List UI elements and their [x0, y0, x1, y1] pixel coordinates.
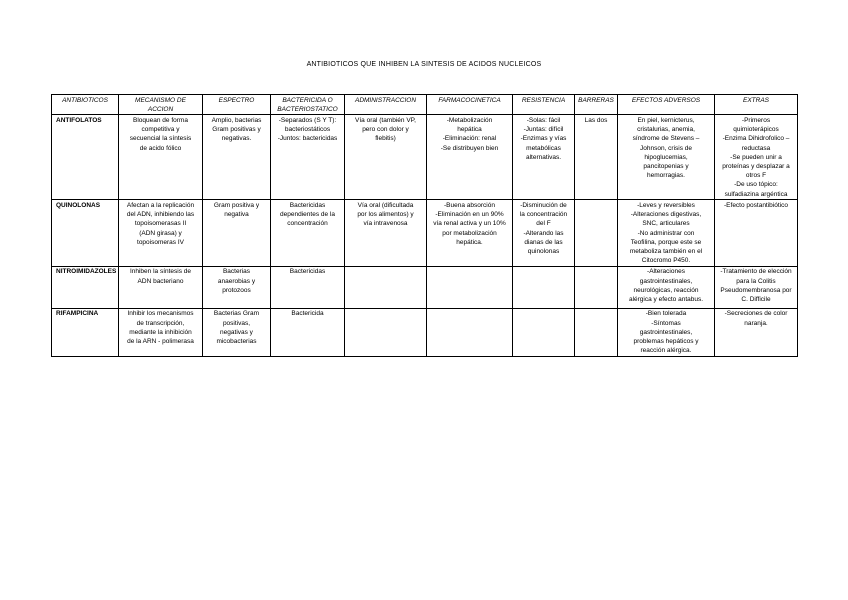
cell-resistencia: -Disminución de la concentración del F -Alterando las dianas de las quinolonas — [513, 200, 575, 266]
cell-efectos-adversos: En piel, kernicterus, cristalurias, anemia, síndrome de Stevens – Johnson, crisis de hipoglucemias, pancitopenias y hemorragias. — [618, 115, 715, 200]
cell-barreras — [575, 200, 618, 266]
header-extras: EXTRAS — [715, 95, 798, 115]
cell-mecanismo: Afectan a la replicación del ADN, inhibiendo las topoisomerasas II (ADN girasa) y topoisomeras IV — [119, 200, 203, 266]
cell-resistencia — [513, 266, 575, 308]
cell-farmacocinetica: -Metabolización hepática -Eliminación: renal -Se distribuyen bien — [427, 115, 513, 200]
header-resistencia: RESISTENCIA — [513, 95, 575, 115]
cell-administracion — [345, 266, 427, 308]
cell-mecanismo: Inhibir los mecanismos de transcripción, mediante la inhibición de la ARN - polimerasa — [119, 308, 203, 356]
table-row — [52, 266, 798, 308]
cell-efectos-adversos: -Alteraciones gastrointestinales, neurológicas, reacción alérgica y efecto antabus. — [618, 266, 715, 308]
header-antibioticos: ANTIBIOTICOS — [52, 95, 119, 115]
cell-administracion: Vía oral (dificultada por los alimentos) y vía intravenosa — [345, 200, 427, 266]
cell-extras: -Tratamiento de elección para la Colitis Pseudomembranosa por C. Difficile — [715, 266, 798, 308]
cell-espectro: Bacterias anaerobias y protozoos — [203, 266, 271, 308]
cell-bactericida: Bactericidas dependientes de la concentración — [271, 200, 345, 266]
header-farmacocinetica: FARMACOCINETICA — [427, 95, 513, 115]
cell-resistencia: -Solas: fácil -Juntas: difícil -Enzimas y vías metabólicas alternativas. — [513, 115, 575, 200]
cell-administracion: Vía oral (también VP, pero con dolor y flebitis) — [345, 115, 427, 200]
document-title: ANTIBIOTICOS QUE INHIBEN LA SINTESIS DE ACIDOS NUCLEICOS — [306, 61, 542, 68]
cell-farmacocinetica: -Buena absorción -Eliminación en un 90% vía renal activa y un 10% por metabolización hepática. — [427, 200, 513, 266]
antibiotics-table — [51, 94, 798, 357]
cell-barreras — [575, 308, 618, 356]
cell-resistencia — [513, 308, 575, 356]
header-mecanismo: MECANISMO DE ACCION — [119, 95, 203, 115]
cell-bactericida: -Separados (S Y T): bacteriostáticos -Juntos: bactericidas — [271, 115, 345, 200]
cell-espectro: Amplio, bacterias Gram positivas y negativas. — [203, 115, 271, 200]
cell-antibiotico: QUINOLONAS — [52, 200, 119, 266]
cell-antibiotico: RIFAMPICINA — [52, 308, 119, 356]
cell-extras: -Secreciones de color naranja. — [715, 308, 798, 356]
cell-mecanismo: Inhiben la síntesis de ADN bacteriano — [119, 266, 203, 308]
cell-antibiotico: ANTIFOLATOS — [52, 115, 119, 200]
cell-extras: -Primeros quimioterápicos -Enzima Dihidrofolico – reductasa -Se pueden unir a proteínas y desplazar a otros F -De uso tópico: sulfadiazina argéntica — [715, 115, 798, 200]
header-barreras: BARRERAS — [575, 95, 618, 115]
header-efectos-adversos: EFECTOS ADVERSOS — [618, 95, 715, 115]
cell-espectro: Bacterias Gram positivas, negativas y micobacterias — [203, 308, 271, 356]
table-row — [52, 115, 798, 200]
cell-mecanismo: Bloquean de forma competitiva y secuencial la síntesis de acido fólico — [119, 115, 203, 200]
cell-bactericida: Bactericidas — [271, 266, 345, 308]
table-row — [52, 308, 798, 356]
cell-espectro: Gram positiva y negativa — [203, 200, 271, 266]
cell-efectos-adversos: -Bien tolerada -Síntomas gastrointestinales, problemas hepáticos y reacción alérgica. — [618, 308, 715, 356]
cell-extras: -Efecto postantibiótico — [715, 200, 798, 266]
table-row — [52, 200, 798, 266]
cell-bactericida: Bactericida — [271, 308, 345, 356]
cell-efectos-adversos: -Leves y reversibles -Alteraciones digestivas, SNC, articulares -No administrar con Teofilina, porque este se metaboliza también en el Citocromo P450. — [618, 200, 715, 266]
cell-farmacocinetica — [427, 308, 513, 356]
header-espectro: ESPECTRO — [203, 95, 271, 115]
cell-administracion — [345, 308, 427, 356]
cell-farmacocinetica — [427, 266, 513, 308]
cell-antibiotico: NITROIMIDAZOLES — [52, 266, 119, 308]
cell-barreras — [575, 266, 618, 308]
header-bactericida: BACTERICIDA O BACTERIOSTATICO — [271, 95, 345, 115]
header-administracion: ADMINISTRACCION — [345, 95, 427, 115]
cell-barreras: Las dos — [575, 115, 618, 200]
table-header-row — [52, 95, 798, 115]
